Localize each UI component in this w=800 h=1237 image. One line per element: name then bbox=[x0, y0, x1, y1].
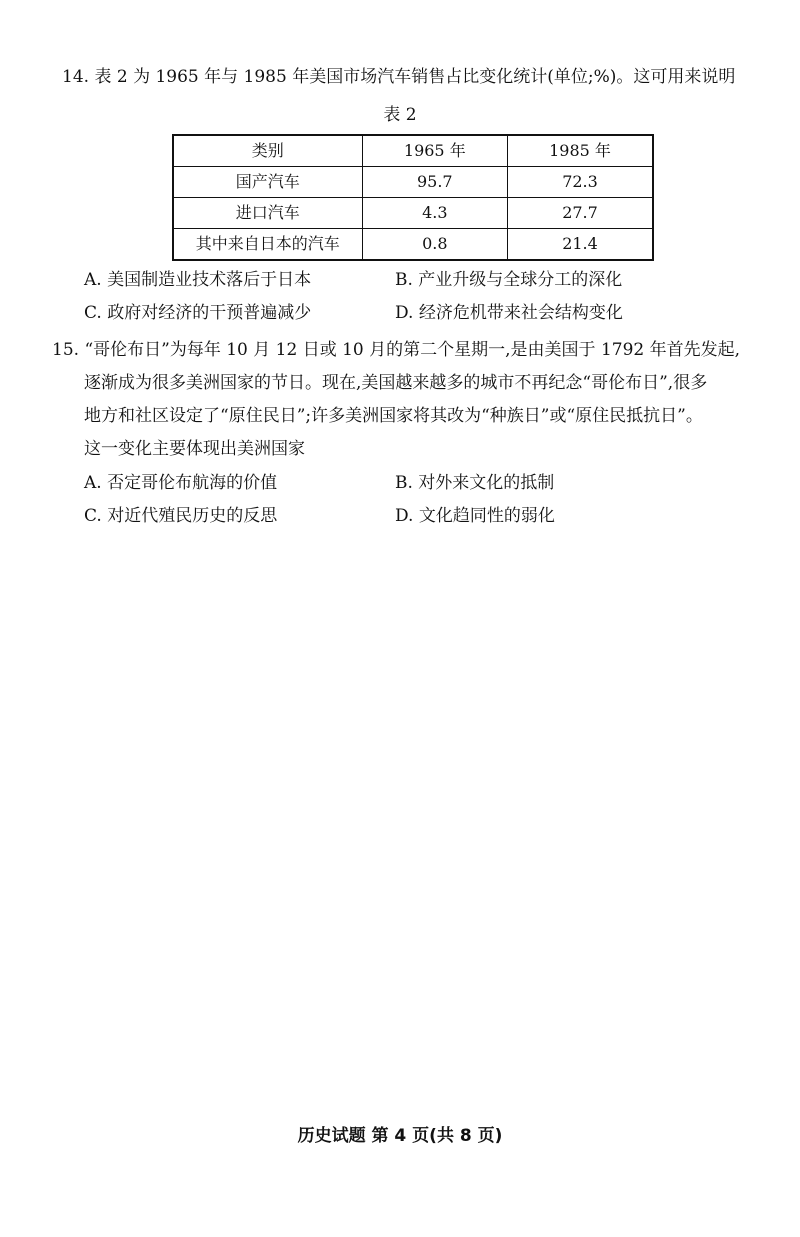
q15-stem-line-1: 15. “哥伦布日”为每年 10 月 12 日或 10 月的第二个星期一,是由美国于 1792 年首先发起, bbox=[52, 340, 741, 360]
q14-table bbox=[172, 134, 654, 261]
table-cell: 4.3 bbox=[362, 198, 507, 229]
q15-stem-line-4: 这一变化主要体现出美洲国家 bbox=[84, 439, 305, 459]
q15-option-b[interactable]: B. 对外来文化的抵制 bbox=[395, 473, 555, 493]
table-header-row bbox=[173, 135, 653, 167]
q14-stem: 14. 表 2 为 1965 年与 1985 年美国市场汽车销售占比变化统计(单位;%)。这可用来说明 bbox=[62, 67, 736, 87]
table-cell: 进口汽车 bbox=[173, 198, 362, 229]
table-cell: 其中来自日本的汽车 bbox=[173, 229, 362, 261]
table-cell: 72.3 bbox=[508, 167, 653, 198]
q14-option-c[interactable]: C. 政府对经济的干预普遍减少 bbox=[84, 303, 312, 323]
table-header-cell: 类别 bbox=[173, 135, 362, 167]
table-cell: 国产汽车 bbox=[173, 167, 362, 198]
q15-stem-line-2: 逐渐成为很多美洲国家的节日。现在,美国越来越多的城市不再纪念“哥伦布日”,很多 bbox=[84, 373, 708, 393]
q15-option-a[interactable]: A. 否定哥伦布航海的价值 bbox=[84, 473, 278, 493]
q15-option-c[interactable]: C. 对近代殖民历史的反思 bbox=[84, 506, 278, 526]
q15-option-d[interactable]: D. 文化趋同性的弱化 bbox=[395, 506, 555, 526]
table-row bbox=[173, 167, 653, 198]
table-cell: 27.7 bbox=[508, 198, 653, 229]
table-cell: 21.4 bbox=[508, 229, 653, 261]
q14-option-a[interactable]: A. 美国制造业技术落后于日本 bbox=[84, 270, 312, 290]
q15-stem-line-3: 地方和社区设定了“原住民日”;许多美洲国家将其改为“种族日”或“原住民抵抗日”。 bbox=[84, 406, 703, 426]
page-footer: 历史试题 第 4 页(共 8 页) bbox=[297, 1126, 503, 1146]
q14-option-b[interactable]: B. 产业升级与全球分工的深化 bbox=[395, 270, 623, 290]
table-row bbox=[173, 198, 653, 229]
q14-option-d[interactable]: D. 经济危机带来社会结构变化 bbox=[395, 303, 623, 323]
table-row bbox=[173, 229, 653, 261]
q14-table-caption: 表 2 bbox=[383, 105, 417, 125]
table-cell: 95.7 bbox=[362, 167, 507, 198]
table-header-cell: 1985 年 bbox=[508, 135, 653, 167]
table-header-cell: 1965 年 bbox=[362, 135, 507, 167]
table-cell: 0.8 bbox=[362, 229, 507, 261]
